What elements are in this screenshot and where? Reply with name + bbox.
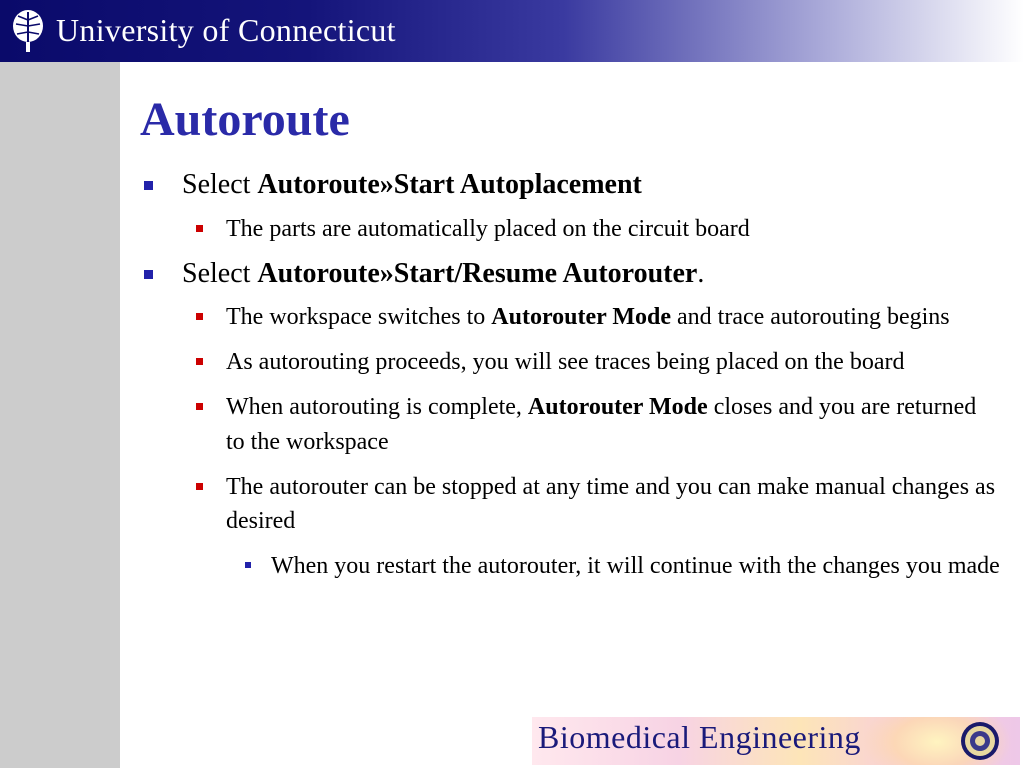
bullet-prefix: Select bbox=[182, 169, 258, 200]
sub-bullet-text: As autorouting proceeds, you will see traces being placed on the board bbox=[226, 349, 905, 376]
sub-bullet-workspace-switches bbox=[140, 300, 1000, 334]
university-seal-icon bbox=[960, 721, 1000, 761]
menu-path: Autoroute»Start Autoplacement bbox=[257, 169, 642, 200]
square-bullet-icon bbox=[144, 181, 153, 190]
sub-bullet-prefix: The workspace switches to bbox=[226, 304, 492, 331]
mode-name: Autorouter Mode bbox=[527, 394, 708, 421]
left-sidebar-stripe bbox=[0, 62, 120, 768]
banner-text: Biomedical Engineering bbox=[538, 719, 861, 755]
mode-name: Autorouter Mode bbox=[491, 304, 672, 331]
slide-title: Autoroute bbox=[140, 93, 350, 146]
sub-bullet-suffix: closes and you are returned to the workspace bbox=[226, 394, 977, 455]
square-bullet-icon bbox=[196, 225, 203, 232]
bullet-prefix: Select bbox=[182, 257, 258, 289]
bullet-suffix: . bbox=[697, 257, 705, 289]
university-name: University of Connecticut bbox=[56, 12, 396, 48]
sub-bullet-suffix: and trace autorouting begins bbox=[671, 304, 950, 331]
bullet-start-autoplacement bbox=[140, 168, 1000, 202]
biomedical-engineering-banner bbox=[532, 717, 1020, 765]
oak-leaf-icon bbox=[8, 8, 48, 54]
sub-bullet-text: The parts are automatically placed on the circuit board bbox=[226, 215, 750, 242]
bullet-start-resume-autorouter bbox=[140, 257, 1000, 291]
square-bullet-icon bbox=[196, 313, 203, 320]
square-bullet-icon bbox=[196, 403, 203, 410]
header-banner bbox=[0, 0, 1024, 62]
square-bullet-icon bbox=[144, 270, 153, 279]
square-bullet-icon bbox=[196, 358, 203, 365]
sub-sub-bullet-restart bbox=[140, 549, 1000, 583]
sub-bullet-parts-placed bbox=[140, 212, 1000, 246]
sub-bullet-prefix: When autorouting is complete, bbox=[226, 394, 528, 421]
sub-bullet-autorouter-stopped bbox=[140, 470, 1000, 538]
square-bullet-icon bbox=[196, 483, 203, 490]
sub-bullet-autorouting-complete bbox=[140, 390, 1000, 458]
sub-sub-bullet-text: When you restart the autorouter, it will continue with the changes you made bbox=[271, 552, 1000, 579]
menu-path: Autoroute»Start/Resume Autorouter bbox=[257, 257, 698, 289]
slide-content bbox=[140, 168, 1000, 593]
sub-bullet-text: The autorouter can be stopped at any time and you can make manual changes as desired bbox=[226, 473, 996, 534]
sub-bullet-autorouting-proceeds bbox=[140, 345, 1000, 379]
square-bullet-icon bbox=[245, 562, 251, 568]
